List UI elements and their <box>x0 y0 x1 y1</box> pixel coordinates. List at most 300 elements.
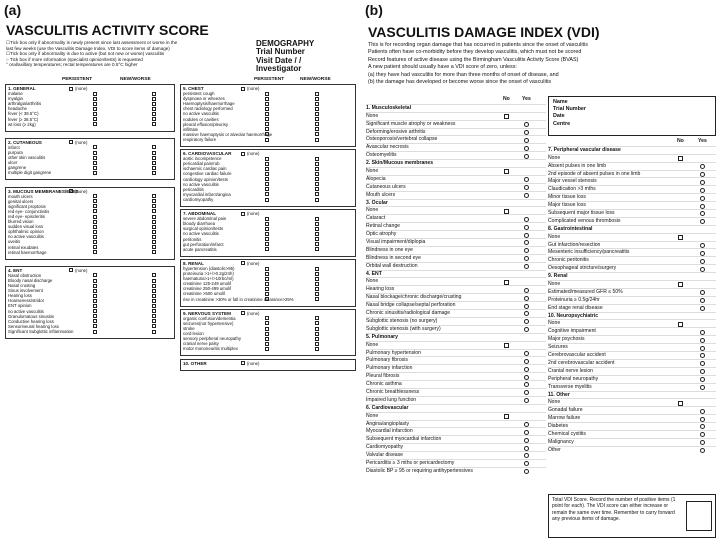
persistent-checkbox[interactable] <box>93 284 97 288</box>
persistent-checkbox[interactable] <box>265 97 269 101</box>
yes-checkbox[interactable] <box>700 188 705 193</box>
vdi-item-row <box>366 451 546 459</box>
no-header: No <box>677 138 684 144</box>
no-checkbox[interactable] <box>678 401 683 406</box>
yes-checkbox[interactable] <box>700 353 705 358</box>
vdi-item-row <box>548 170 716 178</box>
yes-checkbox[interactable] <box>524 122 529 127</box>
vdi-item-row <box>366 175 546 183</box>
persistent-checkbox[interactable] <box>93 220 97 224</box>
persistent-checkbox[interactable] <box>93 225 97 229</box>
persistent-checkbox[interactable] <box>93 194 97 198</box>
item-label: bloody diarrhoea <box>183 221 216 227</box>
newworse-checkbox[interactable] <box>315 232 319 236</box>
yes-checkbox[interactable] <box>700 346 705 351</box>
newworse-checkbox[interactable] <box>152 112 156 116</box>
persistent-checkbox[interactable] <box>265 217 269 221</box>
yes-checkbox[interactable] <box>524 367 529 372</box>
newworse-checkbox[interactable] <box>152 324 156 328</box>
yes-checkbox[interactable] <box>524 453 529 458</box>
newworse-checkbox[interactable] <box>152 145 156 149</box>
newworse-checkbox[interactable] <box>152 273 156 277</box>
item-label: Minor tissue loss <box>548 194 586 201</box>
persistent-checkbox[interactable] <box>93 161 97 165</box>
persistent-checkbox[interactable] <box>265 198 269 202</box>
no-checkbox[interactable] <box>678 235 683 240</box>
newworse-checkbox[interactable] <box>152 107 156 111</box>
yes-checkbox[interactable] <box>700 306 705 311</box>
persistent-checkbox[interactable] <box>265 157 269 161</box>
newworse-checkbox[interactable] <box>152 97 156 101</box>
persistent-checkbox[interactable] <box>93 209 97 213</box>
persistent-checkbox[interactable] <box>93 92 97 96</box>
yes-checkbox[interactable] <box>524 185 529 190</box>
item-label: red eye- episcleritis <box>8 213 46 219</box>
none-checkbox[interactable] <box>69 268 73 272</box>
newworse-checkbox[interactable] <box>152 161 156 165</box>
demography-line: DEMOGRAPHY <box>256 39 315 48</box>
newworse-checkbox[interactable] <box>315 167 319 171</box>
yes-checkbox[interactable] <box>524 264 529 269</box>
none-checkbox[interactable] <box>241 87 245 91</box>
yes-checkbox[interactable] <box>524 304 529 309</box>
yes-checkbox[interactable] <box>524 288 529 293</box>
yes-checkbox[interactable] <box>524 446 529 451</box>
persistent-checkbox[interactable] <box>265 192 269 196</box>
yes-checkbox[interactable] <box>700 417 705 422</box>
vdi-item-row <box>366 214 546 222</box>
newworse-checkbox[interactable] <box>152 220 156 224</box>
persistent-checkbox[interactable] <box>265 232 269 236</box>
persistent-checkbox[interactable] <box>93 330 97 334</box>
yes-checkbox[interactable] <box>700 409 705 414</box>
persistent-checkbox[interactable] <box>93 122 97 126</box>
item-label: genital ulcers <box>8 198 34 204</box>
newworse-checkbox[interactable] <box>315 117 319 121</box>
persistent-checkbox[interactable] <box>265 92 269 96</box>
yes-checkbox[interactable] <box>524 217 529 222</box>
yes-checkbox[interactable] <box>700 243 705 248</box>
yes-checkbox[interactable] <box>700 385 705 390</box>
persistent-checkbox[interactable] <box>93 112 97 116</box>
item-label: myocardial infarct/angina <box>183 191 231 197</box>
persistent-checkbox[interactable] <box>265 237 269 241</box>
vdi-item-row <box>548 438 716 446</box>
none-option: (none) <box>75 139 88 145</box>
newworse-checkbox[interactable] <box>152 171 156 175</box>
yes-checkbox[interactable] <box>524 130 529 135</box>
no-checkbox[interactable] <box>504 169 509 174</box>
item-label: Optic atrophy <box>366 231 397 238</box>
no-checkbox[interactable] <box>678 282 683 287</box>
newworse-checkbox[interactable] <box>152 279 156 283</box>
newworse-checkbox[interactable] <box>152 245 156 249</box>
no-checkbox[interactable] <box>504 114 509 119</box>
newworse-checkbox[interactable] <box>315 107 319 111</box>
newworse-checkbox[interactable] <box>152 294 156 298</box>
newworse-checkbox[interactable] <box>152 284 156 288</box>
demography-line: Investigator <box>256 63 302 73</box>
persistent-checkbox[interactable] <box>93 250 97 254</box>
newworse-checkbox[interactable] <box>152 225 156 229</box>
yes-checkbox[interactable] <box>700 251 705 256</box>
newworse-checkbox[interactable] <box>152 209 156 213</box>
newworse-checkbox[interactable] <box>315 198 319 202</box>
persistent-checkbox[interactable] <box>265 247 269 251</box>
newworse-checkbox[interactable] <box>152 92 156 96</box>
vdi-item-row <box>548 446 716 454</box>
newworse-checkbox[interactable] <box>315 172 319 176</box>
persistent-checkbox[interactable] <box>93 273 97 277</box>
yes-checkbox[interactable] <box>700 196 705 201</box>
item-label: Hoarseness/stridor <box>8 298 45 304</box>
none-checkbox[interactable] <box>69 140 73 144</box>
persistent-checkbox[interactable] <box>265 282 269 286</box>
newworse-checkbox[interactable] <box>315 287 319 291</box>
newworse-checkbox[interactable] <box>152 151 156 155</box>
yes-checkbox[interactable] <box>524 146 529 151</box>
newworse-checkbox[interactable] <box>315 192 319 196</box>
yes-checkbox[interactable] <box>524 390 529 395</box>
newworse-checkbox[interactable] <box>315 187 319 191</box>
newworse-checkbox[interactable] <box>315 316 319 320</box>
yes-checkbox[interactable] <box>700 330 705 335</box>
item-label: Cranial nerve lesion <box>548 367 594 374</box>
newworse-checkbox[interactable] <box>315 247 319 251</box>
persistent-checkbox[interactable] <box>93 245 97 249</box>
persistent-checkbox[interactable] <box>93 304 97 308</box>
newworse-checkbox[interactable] <box>315 242 319 246</box>
none-checkbox[interactable] <box>69 189 73 193</box>
vdi-item-row <box>548 217 716 225</box>
persistent-checkbox[interactable] <box>93 199 97 203</box>
newworse-checkbox[interactable] <box>315 182 319 186</box>
persistent-checkbox[interactable] <box>93 107 97 111</box>
yes-checkbox[interactable] <box>524 327 529 332</box>
yes-checkbox[interactable] <box>524 382 529 387</box>
persistent-checkbox[interactable] <box>93 289 97 293</box>
persistent-checkbox[interactable] <box>93 166 97 170</box>
persistent-checkbox[interactable] <box>265 127 269 131</box>
persistent-checkbox[interactable] <box>93 156 97 160</box>
yes-checkbox[interactable] <box>700 440 705 445</box>
persistent-checkbox[interactable] <box>93 319 97 323</box>
yes-checkbox[interactable] <box>700 180 705 185</box>
persistent-checkbox[interactable] <box>93 145 97 149</box>
persistent-checkbox[interactable] <box>265 267 269 271</box>
newworse-checkbox[interactable] <box>152 235 156 239</box>
none-checkbox[interactable] <box>241 311 245 315</box>
yes-checkbox[interactable] <box>700 164 705 169</box>
yes-checkbox[interactable] <box>524 296 529 301</box>
yes-header: Yes <box>698 138 707 144</box>
persistent-checkbox[interactable] <box>265 292 269 296</box>
persistent-checkbox[interactable] <box>265 182 269 186</box>
persistent-checkbox[interactable] <box>93 299 97 303</box>
newworse-checkbox[interactable] <box>152 304 156 308</box>
newworse-checkbox[interactable] <box>152 204 156 208</box>
yes-checkbox[interactable] <box>524 138 529 143</box>
newworse-checkbox[interactable] <box>315 282 319 286</box>
newworse-checkbox[interactable] <box>315 162 319 166</box>
yes-checkbox[interactable] <box>700 204 705 209</box>
no-checkbox[interactable] <box>504 414 509 419</box>
vdi-item-row <box>366 128 546 136</box>
item-row <box>8 250 172 255</box>
yes-checkbox[interactable] <box>700 424 705 429</box>
persistent-checkbox[interactable] <box>93 240 97 244</box>
newworse-checkbox[interactable] <box>152 215 156 219</box>
vdi-item-row <box>548 327 716 335</box>
item-label: None <box>366 112 379 119</box>
persistent-checkbox[interactable] <box>93 102 97 106</box>
vdi-item-row <box>548 304 716 312</box>
persistent-checkbox[interactable] <box>265 327 269 331</box>
yes-checkbox[interactable] <box>524 311 529 316</box>
persistent-checkbox[interactable] <box>265 227 269 231</box>
persistent-checkbox[interactable] <box>93 171 97 175</box>
newworse-checkbox[interactable] <box>315 342 319 346</box>
item-label: nodules or cavities <box>183 116 219 122</box>
yes-checkbox[interactable] <box>700 369 705 374</box>
newworse-checkbox[interactable] <box>152 230 156 234</box>
no-checkbox[interactable] <box>504 280 509 285</box>
persistent-checkbox[interactable] <box>265 112 269 116</box>
persistent-checkbox[interactable] <box>265 122 269 126</box>
item-label: no active vasculitis <box>183 231 219 237</box>
no-checkbox[interactable] <box>504 209 509 214</box>
persistent-checkbox[interactable] <box>265 117 269 121</box>
no-checkbox[interactable] <box>678 156 683 161</box>
item-label: Bloody nasal discharge <box>8 277 53 283</box>
newworse-checkbox[interactable] <box>315 277 319 281</box>
yes-checkbox[interactable] <box>700 259 705 264</box>
persistent-checkbox[interactable] <box>265 342 269 346</box>
yes-checkbox[interactable] <box>524 225 529 230</box>
persistent-checkbox[interactable] <box>93 314 97 318</box>
item-label: Pleural fibrosis <box>366 373 400 380</box>
yes-checkbox[interactable] <box>524 461 529 466</box>
vdi-item-row <box>366 112 546 120</box>
newworse-checkbox[interactable] <box>315 222 319 226</box>
yes-checkbox[interactable] <box>524 193 529 198</box>
none-option: (none) <box>247 310 260 316</box>
yes-checkbox[interactable] <box>524 398 529 403</box>
newworse-checkbox[interactable] <box>315 112 319 116</box>
persistent-checkbox[interactable] <box>265 332 269 336</box>
persistent-checkbox[interactable] <box>265 272 269 276</box>
newworse-checkbox[interactable] <box>152 309 156 313</box>
none-checkbox[interactable] <box>241 152 245 156</box>
yes-checkbox[interactable] <box>524 422 529 427</box>
persistent-checkbox[interactable] <box>93 294 97 298</box>
none-checkbox[interactable] <box>241 361 245 365</box>
vdi-item-row <box>548 288 716 296</box>
newworse-checkbox[interactable] <box>152 194 156 198</box>
newworse-checkbox[interactable] <box>152 314 156 318</box>
yes-checkbox[interactable] <box>700 172 705 177</box>
persistent-checkbox[interactable] <box>93 204 97 208</box>
newworse-checkbox[interactable] <box>315 272 319 276</box>
none-option: (none) <box>247 260 260 266</box>
yes-checkbox[interactable] <box>524 248 529 253</box>
column-header <box>548 138 716 146</box>
persistent-checkbox[interactable] <box>265 287 269 291</box>
yes-checkbox[interactable] <box>700 448 705 453</box>
persistent-checkbox[interactable] <box>265 321 269 325</box>
item-label: Pericarditis ≥ 3 mths or pericardectomy <box>366 459 455 466</box>
yes-checkbox[interactable] <box>524 240 529 245</box>
newworse-checkbox[interactable] <box>315 122 319 126</box>
persistent-checkbox[interactable] <box>93 324 97 328</box>
item-label: pericarditis <box>183 186 204 192</box>
persistent-checkbox[interactable] <box>93 230 97 234</box>
newworse-checkbox[interactable] <box>315 332 319 336</box>
vdi-item-row <box>548 398 716 406</box>
persistent-checkbox[interactable] <box>93 279 97 283</box>
persistent-checkbox[interactable] <box>265 138 269 142</box>
yes-checkbox[interactable] <box>700 219 705 224</box>
demography-line: Visit Date / / <box>256 55 302 65</box>
yes-checkbox[interactable] <box>700 290 705 295</box>
persistent-checkbox[interactable] <box>265 242 269 246</box>
newworse-checkbox[interactable] <box>315 267 319 271</box>
newworse-checkbox[interactable] <box>152 250 156 254</box>
yes-checkbox[interactable] <box>524 233 529 238</box>
patient-box <box>548 96 716 136</box>
persistent-checkbox[interactable] <box>93 235 97 239</box>
newworse-checkbox[interactable] <box>315 292 319 296</box>
newworse-checkbox[interactable] <box>315 297 319 301</box>
vdi-item-row <box>366 135 546 143</box>
persistent-checkbox[interactable] <box>265 222 269 226</box>
newworse-checkbox[interactable] <box>152 289 156 293</box>
vdi-item-row <box>366 459 546 467</box>
vdi-left-column <box>366 96 546 475</box>
persistent-checkbox[interactable] <box>265 107 269 111</box>
newworse-checkbox[interactable] <box>315 127 319 131</box>
yes-checkbox[interactable] <box>524 351 529 356</box>
persistent-checkbox[interactable] <box>265 167 269 171</box>
newworse-checkbox[interactable] <box>152 156 156 160</box>
persistent-checkbox[interactable] <box>93 117 97 121</box>
yes-checkbox[interactable] <box>700 432 705 437</box>
persistent-checkbox[interactable] <box>265 132 269 136</box>
item-label: cardiomyopathy <box>183 196 214 202</box>
newworse-checkbox[interactable] <box>315 337 319 341</box>
newworse-checkbox[interactable] <box>152 122 156 126</box>
newworse-checkbox[interactable] <box>152 199 156 203</box>
newworse-checkbox[interactable] <box>315 177 319 181</box>
newworse-checkbox[interactable] <box>315 102 319 106</box>
persistent-checkbox[interactable] <box>265 102 269 106</box>
newworse-checkbox[interactable] <box>152 330 156 334</box>
item-label: peritonitis <box>183 236 202 242</box>
persistent-checkbox[interactable] <box>265 172 269 176</box>
persistent-checkbox[interactable] <box>265 187 269 191</box>
newworse-checkbox[interactable] <box>152 102 156 106</box>
no-checkbox[interactable] <box>678 322 683 327</box>
yes-checkbox[interactable] <box>524 375 529 380</box>
none-option: (none) <box>247 360 260 366</box>
vas-section <box>180 259 356 307</box>
item-label: pericardial pain/rub <box>183 161 220 167</box>
newworse-checkbox[interactable] <box>315 321 319 325</box>
item-label: haematuria>1+/>10rbc/ml) <box>183 276 234 282</box>
persistent-checkbox[interactable] <box>265 347 269 351</box>
newworse-checkbox[interactable] <box>315 157 319 161</box>
persistent-checkbox[interactable] <box>265 337 269 341</box>
persistent-checkbox[interactable] <box>93 215 97 219</box>
yes-checkbox[interactable] <box>524 430 529 435</box>
newworse-checkbox[interactable] <box>315 97 319 101</box>
yes-checkbox[interactable] <box>524 438 529 443</box>
persistent-checkbox[interactable] <box>93 151 97 155</box>
newworse-checkbox[interactable] <box>315 217 319 221</box>
item-label: Estimated/measured GFR ≤ 50% <box>548 288 623 295</box>
vdi-instructions <box>368 42 713 86</box>
yes-checkbox[interactable] <box>700 377 705 382</box>
none-checkbox[interactable] <box>69 87 73 91</box>
item-label: persistent cough <box>183 91 215 97</box>
newworse-checkbox[interactable] <box>152 117 156 121</box>
yes-checkbox[interactable] <box>524 256 529 261</box>
yes-checkbox[interactable] <box>524 359 529 364</box>
persistent-checkbox[interactable] <box>93 309 97 313</box>
item-label: Blindness in second eye <box>366 254 421 261</box>
newworse-checkbox[interactable] <box>315 237 319 241</box>
persistent-checkbox[interactable] <box>265 277 269 281</box>
yes-checkbox[interactable] <box>524 154 529 159</box>
persistent-checkbox[interactable] <box>93 97 97 101</box>
persistent-checkbox[interactable] <box>265 177 269 181</box>
none-checkbox[interactable] <box>241 261 245 265</box>
newworse-checkbox[interactable] <box>152 166 156 170</box>
total-score-field[interactable] <box>686 501 712 531</box>
no-checkbox[interactable] <box>504 343 509 348</box>
vdi-item-row <box>548 414 716 422</box>
persistent-checkbox[interactable] <box>265 297 269 301</box>
yes-checkbox[interactable] <box>524 177 529 182</box>
item-label: uveitis <box>8 239 21 245</box>
yes-checkbox[interactable] <box>524 319 529 324</box>
item-label: Chemical cystitis <box>548 430 586 437</box>
yes-checkbox[interactable] <box>700 298 705 303</box>
newworse-checkbox[interactable] <box>315 327 319 331</box>
item-label: Nasal crusting <box>8 283 36 289</box>
yes-checkbox[interactable] <box>700 211 705 216</box>
newworse-checkbox[interactable] <box>315 132 319 136</box>
newworse-checkbox[interactable] <box>152 299 156 303</box>
none-checkbox[interactable] <box>241 212 245 216</box>
newworse-checkbox[interactable] <box>152 240 156 244</box>
yes-checkbox[interactable] <box>700 267 705 272</box>
yes-checkbox[interactable] <box>700 361 705 366</box>
newworse-checkbox[interactable] <box>315 227 319 231</box>
vas-section <box>5 84 175 132</box>
newworse-checkbox[interactable] <box>152 319 156 323</box>
persistent-checkbox[interactable] <box>265 162 269 166</box>
persistent-checkbox[interactable] <box>265 316 269 320</box>
item-label: Chronic peritonitis <box>548 257 589 264</box>
newworse-checkbox[interactable] <box>315 138 319 142</box>
yes-checkbox[interactable] <box>700 338 705 343</box>
item-label: Transverse myelitis <box>548 383 592 390</box>
section-title: 8. RENAL <box>183 260 204 266</box>
newworse-checkbox[interactable] <box>315 347 319 351</box>
newworse-checkbox[interactable] <box>315 92 319 96</box>
yes-checkbox[interactable] <box>524 469 529 474</box>
